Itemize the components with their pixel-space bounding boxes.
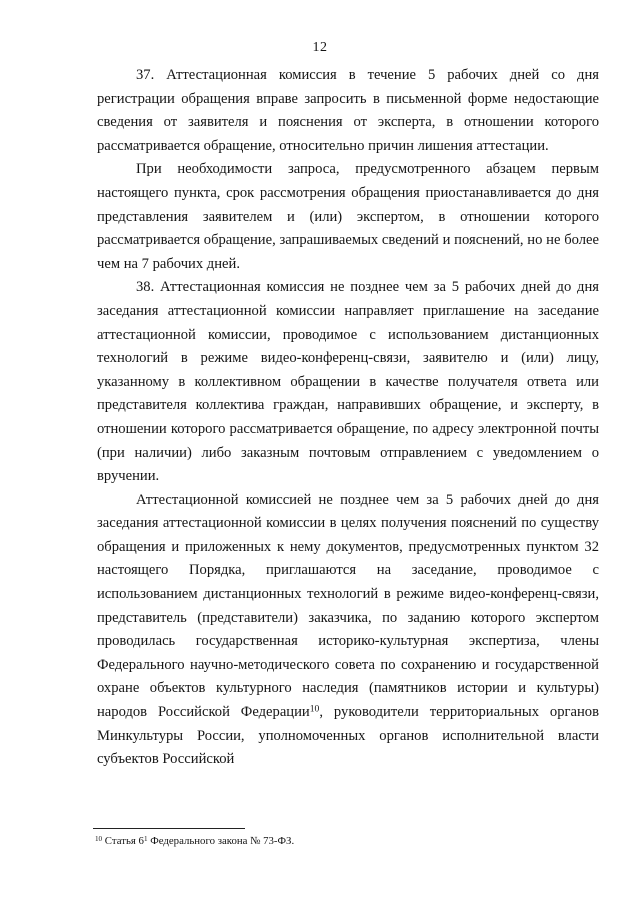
paragraph-37-second: При необходимости запроса, предусмотренного абзацем первым настоящего пункта, срок рассмотрения обращения приостанавливается до дня представления заявителем и (или) экспертом, в отношении которого рассматривается обращение, запрашиваемых сведений и пояснений, но не более чем на 7 рабочих дней. — [97, 161, 599, 272]
body-text — [97, 64, 599, 772]
footnote — [95, 834, 294, 848]
footnote-text-end: Федерального закона № 73-ФЗ. — [147, 835, 295, 847]
paragraph-37: 37. Аттестационная комиссия в течение 5 рабочих дней со дня регистрации обращения вправе запросить в письменной форме недостающие сведения от заявителя и пояснения от эксперта, в отношении которого рассматривается обращение, относительно причин лишения аттестации. — [97, 67, 599, 154]
footnote-text: Статья 6 — [102, 835, 144, 847]
footnote-article-superscript: 1 — [143, 834, 148, 843]
page-number: 12 — [312, 40, 328, 55]
paragraph-continuation: , руководители территориальных органов Минкультуры России, уполномоченных органов исполнительной власти субъектов Российской — [97, 704, 599, 768]
footnote-marker: 10 — [95, 834, 103, 843]
paragraph-text: Аттестационной комиссией не позднее чем за 5 рабочих дней до дня заседания аттестационной комиссии в целях получения пояснений по существу обращения и приложенных к нему документов, предусмотренных пунктом 32 настоящего Порядка, приглашаются на заседание, проводимое с использованием дистанционных технологий в режиме видео-конференц-связи, представитель (представители) заказчика, по заданию которого экспертом проводилась государственная историко-культурная экспертиза, члены Федерального научно-методического совета по сохранению и государственной охране объектов культурного наследия (памятников истории и культуры) народов Российской Федерации — [97, 491, 599, 721]
footnote-reference: 10 — [309, 703, 320, 715]
paragraph-38: 38. Аттестационная комиссия не позднее чем за 5 рабочих дней до дня заседания аттестационной комиссии направляет приглашение на заседание аттестационной комиссии, проводимое с использованием дистанционных технологий в режиме видео-конференц-связи, заявителю и (или) лицу, указанному в коллективном обращении в качестве получателя ответа или представителя коллектива граждан, направивших обращение, и эксперту, в отношении которого рассматривается обращение, по адресу электронной почты (при наличии) либо заказным почтовым отправлением с уведомлением о вручении. — [97, 279, 599, 485]
paragraph-38-second — [97, 489, 599, 772]
footnote-separator — [93, 828, 245, 829]
